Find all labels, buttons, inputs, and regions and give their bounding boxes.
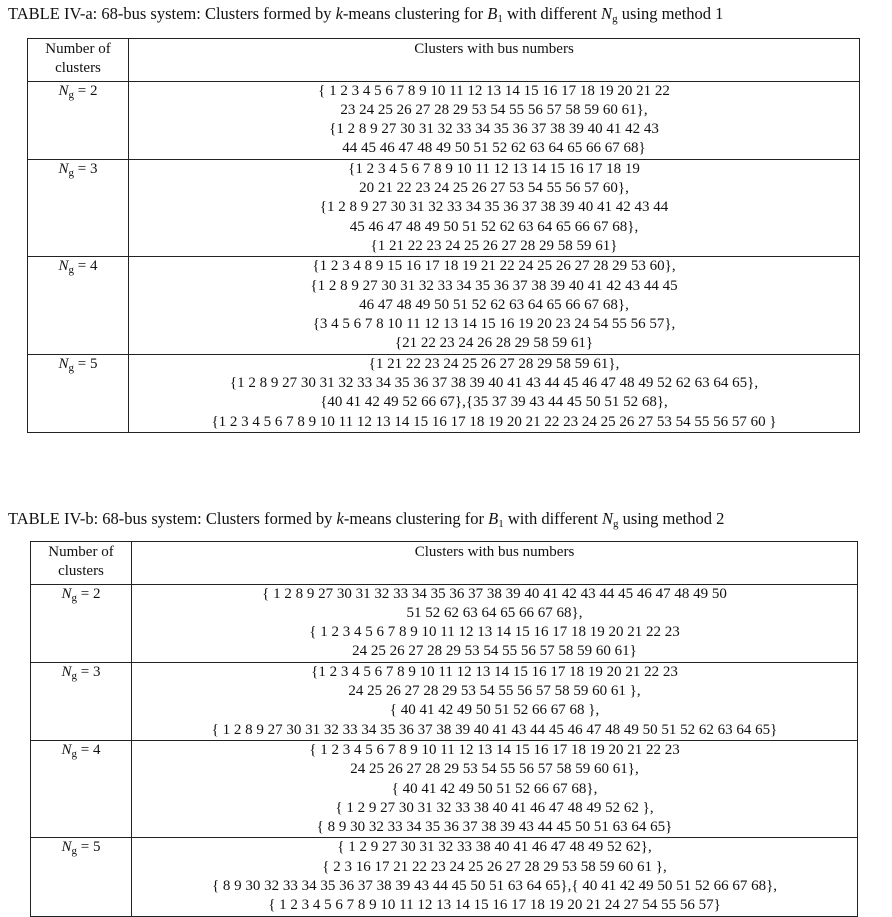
cluster-line: { 1 2 3 4 5 6 7 8 9 10 11 12 13 14 15 16 17 18 19 20 21 22 23 [309, 741, 680, 758]
ng-var: N [61, 741, 72, 758]
cluster-cell [132, 838, 858, 916]
cluster-line: {1 2 3 4 5 6 7 8 9 10 11 12 13 14 15 16 17 18 19 20 21 22 23 [311, 663, 678, 680]
table-row [28, 81, 860, 159]
ng-var: N [58, 160, 69, 177]
header-row [28, 39, 860, 82]
cluster-line: { 1 2 9 27 30 31 32 33 38 40 41 46 47 48 49 52 62}, [337, 839, 652, 856]
cluster-cell [132, 662, 858, 740]
ng-sub: g [68, 88, 75, 101]
caption-b: B [487, 4, 498, 23]
ng-value: = 2 [77, 585, 101, 602]
ng-sub: g [71, 591, 78, 604]
ng-label [31, 740, 132, 837]
caption-text: TABLE IV-a: 68-bus system: Clusters formed by [8, 4, 336, 23]
cluster-cell [129, 354, 860, 432]
caption-text: TABLE IV-b: 68-bus system: Clusters formed by [8, 509, 337, 528]
cluster-line: 46 47 48 49 50 51 52 62 63 64 65 66 67 68}, [359, 296, 629, 313]
ng-value: = 3 [74, 160, 98, 177]
cluster-line: { 8 9 30 32 33 34 35 36 37 38 39 43 44 45 50 51 63 64 65} [316, 819, 673, 836]
caption-n-sub: g [612, 13, 618, 25]
cluster-line: 24 25 26 27 28 29 53 54 55 56 57 58 59 60 61}, [350, 761, 639, 778]
table-row [28, 159, 860, 256]
ng-var: N [58, 258, 69, 275]
caption-k: k [335, 4, 343, 23]
table-b [30, 541, 858, 917]
caption-text: -means clustering for [343, 509, 489, 528]
cluster-cell [129, 257, 860, 354]
caption-k: k [336, 509, 344, 528]
caption-text: using method 1 [617, 4, 724, 23]
cluster-line: { 1 2 3 4 5 6 7 8 9 10 11 12 13 14 15 16 17 18 19 20 21 22 [318, 82, 670, 99]
caption-n: N [601, 509, 613, 528]
cluster-line: { 1 2 8 9 27 30 31 32 33 34 35 36 37 38 39 40 41 42 43 44 45 46 47 48 49 50 [262, 585, 727, 602]
cluster-line: { 40 41 42 49 50 51 52 66 67 68}, [391, 780, 598, 797]
ng-label [31, 584, 132, 662]
table-row [31, 584, 858, 662]
caption-n-sub: g [613, 518, 619, 530]
ng-value: = 2 [74, 82, 98, 99]
cluster-line: {1 21 22 23 24 25 26 27 28 29 58 59 61} [370, 237, 618, 254]
cluster-line: {1 2 8 9 27 30 31 32 33 34 35 36 37 38 39 40 41 42 43 [329, 121, 659, 138]
ng-label [31, 838, 132, 916]
cluster-line: {1 2 8 9 27 30 31 32 33 34 35 36 37 38 39 40 41 43 44 45 46 47 48 49 52 62 63 64 65}, [229, 375, 759, 392]
ng-label [28, 257, 129, 354]
caption-b-sub: 1 [497, 13, 503, 25]
cluster-cell [132, 740, 858, 837]
caption-text: with different [503, 509, 602, 528]
cluster-line: {21 22 23 24 26 28 29 58 59 61} [394, 335, 594, 352]
table-row [31, 838, 858, 916]
cluster-line: 44 45 46 47 48 49 50 51 52 62 63 64 65 66 67 68} [342, 140, 646, 157]
table-row [31, 662, 858, 740]
cluster-line: { 40 41 42 49 50 51 52 66 67 68 }, [389, 702, 600, 719]
cluster-line: {1 21 22 23 24 25 26 27 28 29 58 59 61}, [368, 355, 620, 372]
header-number-of-clusters [28, 39, 129, 82]
cluster-cell [129, 159, 860, 256]
cluster-line: { 1 2 3 4 5 6 7 8 9 10 11 12 13 14 15 16 17 18 19 20 21 24 27 54 55 56 57} [268, 897, 721, 914]
cluster-line: {1 2 3 4 5 6 7 8 9 10 11 12 13 14 15 16 17 18 19 [348, 160, 640, 177]
cluster-line: {3 4 5 6 7 8 10 11 12 13 14 15 16 19 20 23 24 54 55 56 57}, [312, 316, 676, 333]
ng-value: = 4 [74, 258, 98, 275]
cluster-line: 51 52 62 63 64 65 66 67 68}, [406, 604, 583, 621]
table-b-caption [8, 509, 724, 529]
cluster-line: 23 24 25 26 27 28 29 53 54 55 56 57 58 59 60 61}, [340, 101, 648, 118]
cluster-cell [132, 584, 858, 662]
table-row [31, 740, 858, 837]
ng-value: = 3 [77, 663, 101, 680]
ng-var: N [58, 82, 69, 99]
cluster-cell [129, 81, 860, 159]
header-clusters: Clusters with bus numbers [132, 542, 858, 585]
table-a [27, 38, 860, 433]
ng-label [28, 354, 129, 432]
caption-b: B [488, 509, 499, 528]
ng-label [28, 81, 129, 159]
ng-sub: g [71, 669, 78, 682]
header-line: Number of [48, 544, 114, 560]
ng-sub: g [68, 166, 75, 179]
ng-value: = 5 [74, 355, 98, 372]
ng-var: N [61, 585, 72, 602]
cluster-line: 24 25 26 27 28 29 53 54 55 56 57 58 59 60 61 }, [348, 683, 641, 700]
ng-label [28, 159, 129, 256]
cluster-line: 45 46 47 48 49 50 51 52 62 63 64 65 66 67 68}, [349, 218, 639, 235]
ng-var: N [61, 839, 72, 856]
ng-var: N [58, 355, 69, 372]
header-line: Number of [45, 41, 111, 57]
caption-text: -means clustering for [342, 4, 488, 23]
caption-text: with different [502, 4, 602, 23]
header-line: clusters [55, 60, 101, 77]
ng-var: N [61, 663, 72, 680]
caption-n: N [601, 4, 613, 23]
header-number-of-clusters [31, 542, 132, 585]
header-row [31, 542, 858, 585]
header-line: clusters [58, 563, 104, 580]
table-a-caption [8, 4, 723, 24]
cluster-line: { 8 9 30 32 33 34 35 36 37 38 39 43 44 45 50 51 63 64 65},{ 40 41 42 49 50 51 52 66 67 68}, [211, 878, 778, 895]
ng-value: = 4 [77, 741, 101, 758]
header-clusters: Clusters with bus numbers [129, 39, 860, 82]
cluster-line: {40 41 42 49 52 66 67},{35 37 39 43 44 45 50 51 52 68}, [320, 394, 668, 411]
ng-sub: g [68, 264, 75, 277]
table-row [28, 354, 860, 432]
cluster-line: { 1 2 8 9 27 30 31 32 33 34 35 36 37 38 39 40 41 43 44 45 46 47 48 49 50 51 52 62 63 64 65} [211, 721, 778, 738]
cluster-line: 20 21 22 23 24 25 26 27 53 54 55 56 57 60}, [359, 180, 629, 197]
cluster-line: { 1 2 3 4 5 6 7 8 9 10 11 12 13 14 15 16 17 18 19 20 21 22 23 [309, 624, 680, 641]
cluster-line: {1 2 8 9 27 30 31 32 33 34 35 36 37 38 39 40 41 42 43 44 [319, 199, 669, 216]
ng-sub: g [68, 361, 75, 374]
caption-b-sub: 1 [498, 518, 504, 530]
ng-value: = 5 [77, 839, 101, 856]
cluster-line: {1 2 3 4 8 9 15 16 17 18 19 21 22 24 25 26 27 28 29 53 60}, [312, 258, 676, 275]
cluster-line: {1 2 8 9 27 30 31 32 33 34 35 36 37 38 39 40 41 42 43 44 45 [310, 277, 678, 294]
cluster-line: 24 25 26 27 28 29 53 54 55 56 57 58 59 60 61} [352, 643, 637, 660]
caption-text: using method 2 [618, 509, 725, 528]
table-row [28, 257, 860, 354]
cluster-line: { 2 3 16 17 21 22 23 24 25 26 27 28 29 53 58 59 60 61 }, [322, 858, 667, 875]
ng-label [31, 662, 132, 740]
ng-sub: g [71, 747, 78, 760]
cluster-line: { 1 2 9 27 30 31 32 33 38 40 41 46 47 48 49 52 62 }, [335, 799, 654, 816]
cluster-line: {1 2 3 4 5 6 7 8 9 10 11 12 13 14 15 16 17 18 19 20 21 22 23 24 25 26 27 53 54 55 56 57 60 } [211, 413, 777, 430]
ng-sub: g [71, 845, 78, 858]
